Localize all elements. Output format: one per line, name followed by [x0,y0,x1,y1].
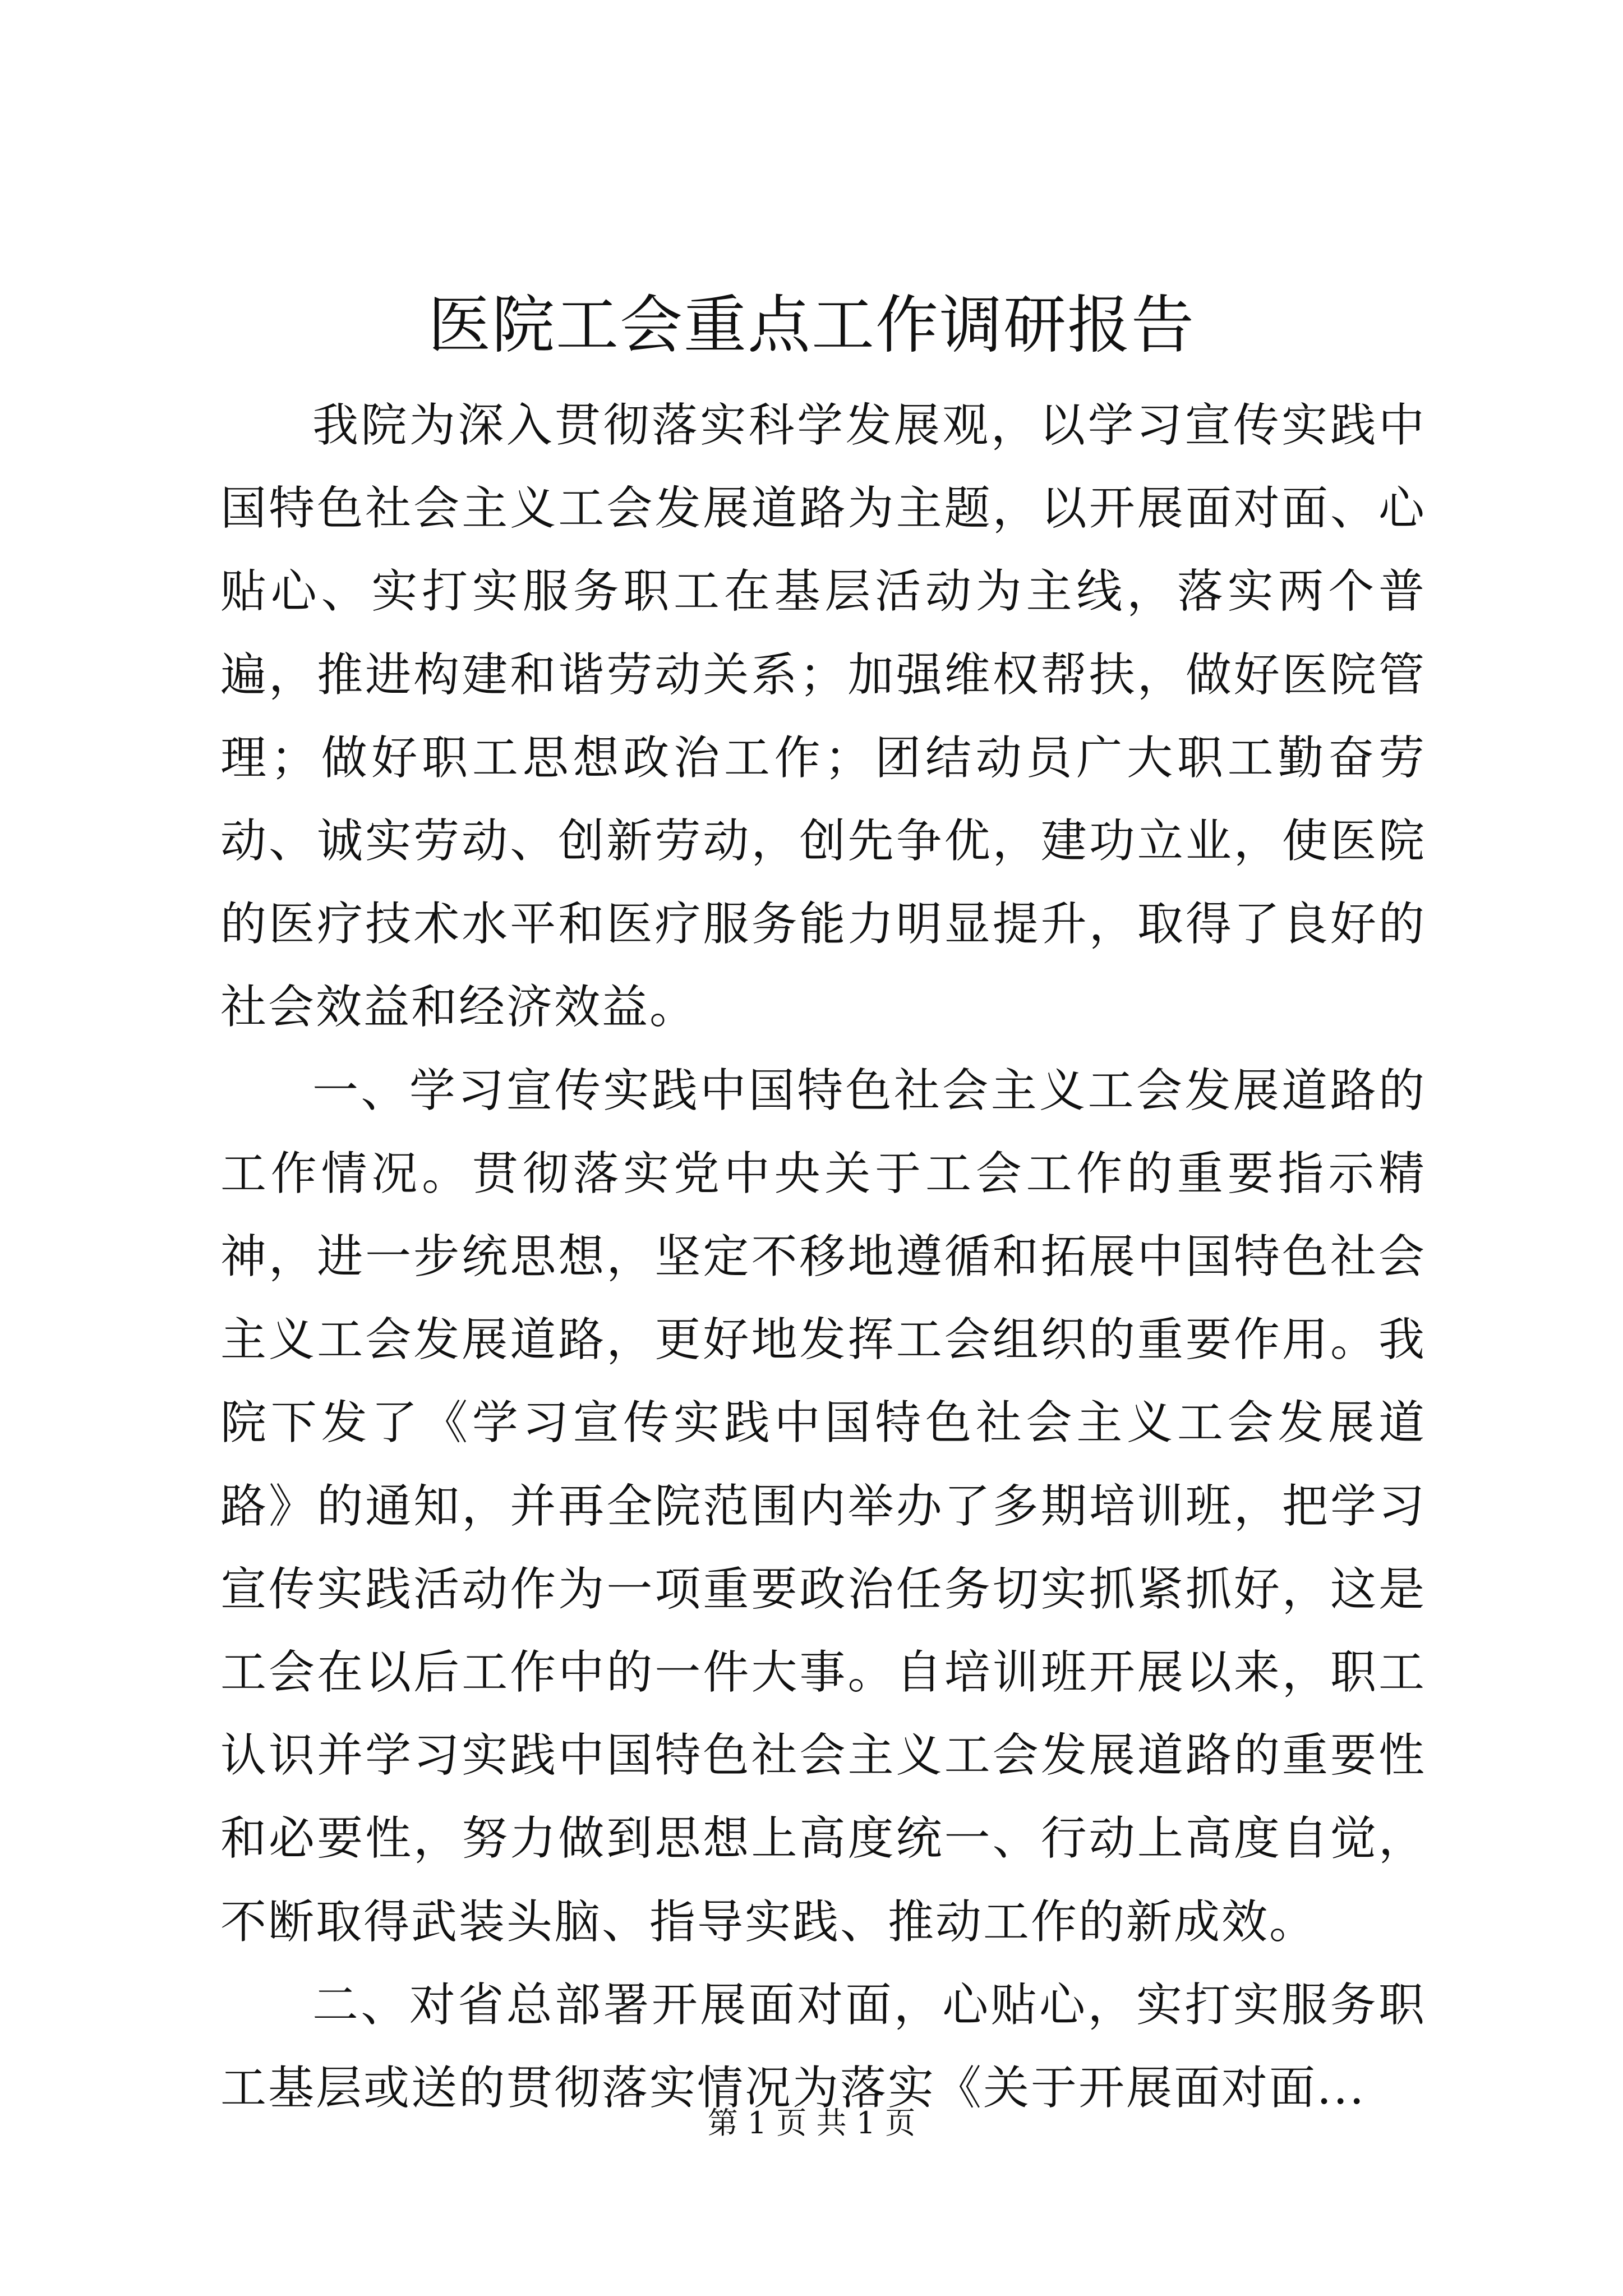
paragraph-section-1: 一、学习宣传实践中国特色社会主义工会发展道路的工作情况。贯彻落实党中央关于工会工作的重要指示精神，进一步统思想，坚定不移地遵循和拓展中国特色社会主义工会发展道路，更好地发挥工会组织的重要作用。我院下发了《学习宣传实践中国特色社会主义工会发展道路》的通知，并再全院范围内举办了多期培训班，把学习宣传实践活动作为一项重要政治任务切实抓紧抓好，这是工会在以后工作中的一件大事。自培训班开展以来，职工认识并学习实践中国特色社会主义工会发展道路的重要性和必要性，努力做到思想上高度统一、行动上高度自觉，不断取得武装头脑、指导实践、推动工作的新成效。 [220,1064,1426,1949]
paragraph-intro: 我院为深入贯彻落实科学发展观，以学习宣传实践中国特色社会主义工会发展道路为主题，以开展面对面、心贴心、实打实服务职工在基层活动为主线，落实两个普遍，推进构建和谐劳动关系；加强维权帮扶，做好医院管理；做好职工思想政治工作；团结动员广大职工勤奋劳动、诚实劳动、创新劳动，创先争优，建功立业，使医院的医疗技术水平和医疗服务能力明显提升，取得了良好的社会效益和经济效益。 [220,399,1426,1034]
document-title: 医院工会重点工作调研报告 [428,289,1195,362]
paragraph-section-2: 二、对省总部署开展面对面，心贴心，实打实服务职工基层或送的贯彻落实情况为落实《关于开展面对面... [220,1978,1426,2115]
document-body [220,384,1426,2130]
page-footer: 第 1 页 共 1 页 [707,2105,916,2141]
